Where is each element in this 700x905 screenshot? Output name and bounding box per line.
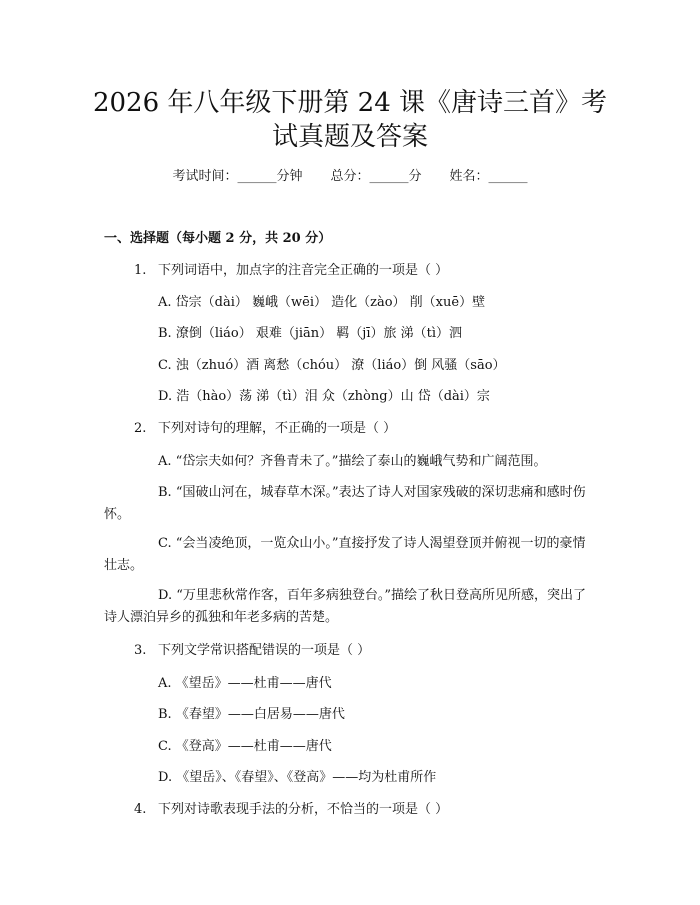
question-1-option-c: C. 浊（zhuó）酒 离愁（chóu） 潦（liáo）倒 风骚（sāo） xyxy=(158,358,506,373)
question-1-option-d: D. 浩（hào）荡 涕（tì）泪 众（zhòng）山 岱（dài）宗 xyxy=(158,389,490,404)
question-3-option-d: D. 《望岳》、《春望》、《登高》——均为杜甫所作 xyxy=(158,770,437,785)
question-3 xyxy=(134,642,370,660)
question-1 xyxy=(134,262,448,280)
question-3-option-b: B. 《春望》——白居易——唐代 xyxy=(158,707,345,722)
question-2 xyxy=(134,420,396,438)
document-title-line-2: 试真题及答案 xyxy=(271,122,428,152)
question-number: 4. xyxy=(134,802,147,817)
student-name-label: 姓名：______ xyxy=(449,169,528,184)
question-text: 下列对诗句的理解，不正确的一项是（ ） xyxy=(158,421,397,436)
question-3-option-c: C. 《登高》——杜甫——唐代 xyxy=(158,739,332,754)
document-title-line-1: 2026 年八年级下册第 24 课《唐诗三首》考 xyxy=(92,88,608,118)
question-2-option-a: A. “岱宗夫如何？齐鲁青未了。”描绘了泰山的巍峨气势和广阔范围。 xyxy=(158,454,547,469)
question-text: 下列文学常识搭配错误的一项是（ ） xyxy=(158,643,371,658)
question-number: 1. xyxy=(134,263,147,278)
question-number: 3. xyxy=(134,643,147,658)
question-4 xyxy=(134,801,448,819)
question-number: 2. xyxy=(134,421,147,436)
total-score-label: 总分：______分 xyxy=(330,169,422,184)
question-text: 下列词语中，加点字的注音完全正确的一项是（ ） xyxy=(158,263,449,278)
exam-time-label: 考试时间：______分钟 xyxy=(172,169,303,184)
question-text: 下列对诗歌表现手法的分析，不恰当的一项是（ ） xyxy=(158,802,449,817)
question-3-option-a: A. 《望岳》——杜甫——唐代 xyxy=(158,676,332,691)
section-heading-choice: 一、选择题（每小题 2 分，共 20 分） xyxy=(104,231,332,246)
question-2-option-c: C. “会当凌绝顶，一览众山小。”直接抒发了诗人渴望登顶并俯视一切的豪情壮志。 xyxy=(104,536,586,573)
question-2-option-d: D. “万里悲秋常作客，百年多病独登台。”描绘了秋日登高所见所感，突出了诗人漂泊异乡的孤独和年老多病的苦楚。 xyxy=(104,588,587,625)
exam-info-line xyxy=(0,168,700,186)
question-1-option-b: B. 潦倒（liáo） 艰难（jiān） 羁（jī）旅 涕（tì）泗 xyxy=(158,326,462,341)
question-2-option-b: B. “国破山河在，城春草木深。”表达了诗人对国家残破的深切悲痛和感时伤怀。 xyxy=(104,485,586,522)
question-1-option-a: A. 岱宗（dài） 巍峨（wēi） 造化（zào） 削（xuē）壁 xyxy=(158,295,486,310)
